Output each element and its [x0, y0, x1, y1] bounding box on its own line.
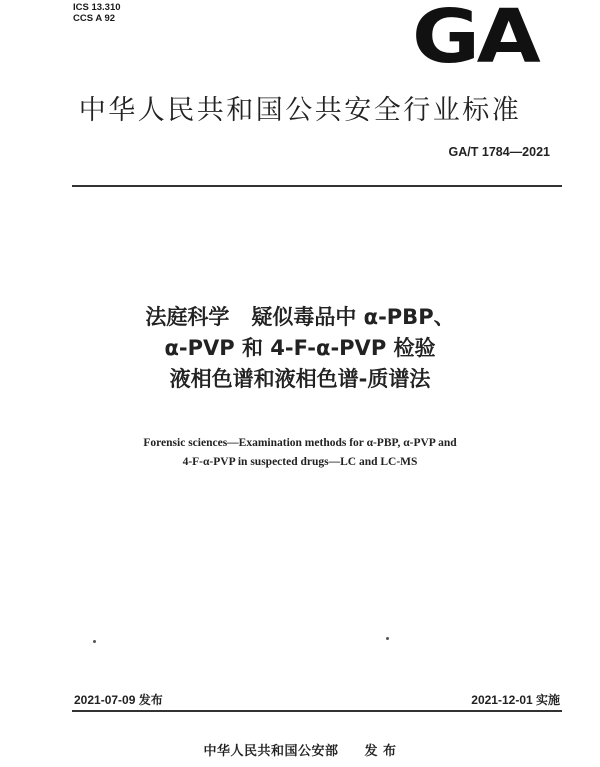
document-title: [0, 302, 600, 395]
scan-speck: [386, 637, 389, 640]
standard-code: GA/T 1784—2021: [448, 145, 550, 159]
title-line-3: 液相色谱和液相色谱-质谱法: [169, 367, 431, 391]
issuer-name: 中华人民共和国公安部: [203, 744, 339, 759]
scan-speck: [93, 640, 96, 643]
english-title-line-1: Forensic sciences—Examination methods for α-PBP, α-PVP and: [143, 437, 457, 449]
issuer-line: [0, 740, 600, 759]
implementation-date: 2021-12-01 实施: [471, 693, 560, 707]
english-title: [0, 434, 600, 472]
english-title-line-2: 4-F-α-PVP in suspected drugs—LC and LC-MS: [182, 456, 418, 468]
top-divider: [72, 185, 562, 187]
bottom-divider: [72, 710, 562, 712]
title-line-1: 法庭科学 疑似毒品中 α-PBP、: [145, 305, 455, 329]
standard-name: 中华人民共和国公共安全行业标准: [78, 95, 522, 126]
classification-codes: [73, 2, 121, 24]
issuer-action: 发 布: [364, 744, 397, 759]
ccs-code: CCS A 92: [73, 13, 116, 24]
ics-code: ICS 13.310: [73, 2, 121, 13]
ga-logo: GA: [412, 0, 538, 80]
issue-date: 2021-07-09 发布: [74, 693, 163, 707]
title-line-2: α-PVP 和 4-F-α-PVP 检验: [164, 336, 436, 360]
